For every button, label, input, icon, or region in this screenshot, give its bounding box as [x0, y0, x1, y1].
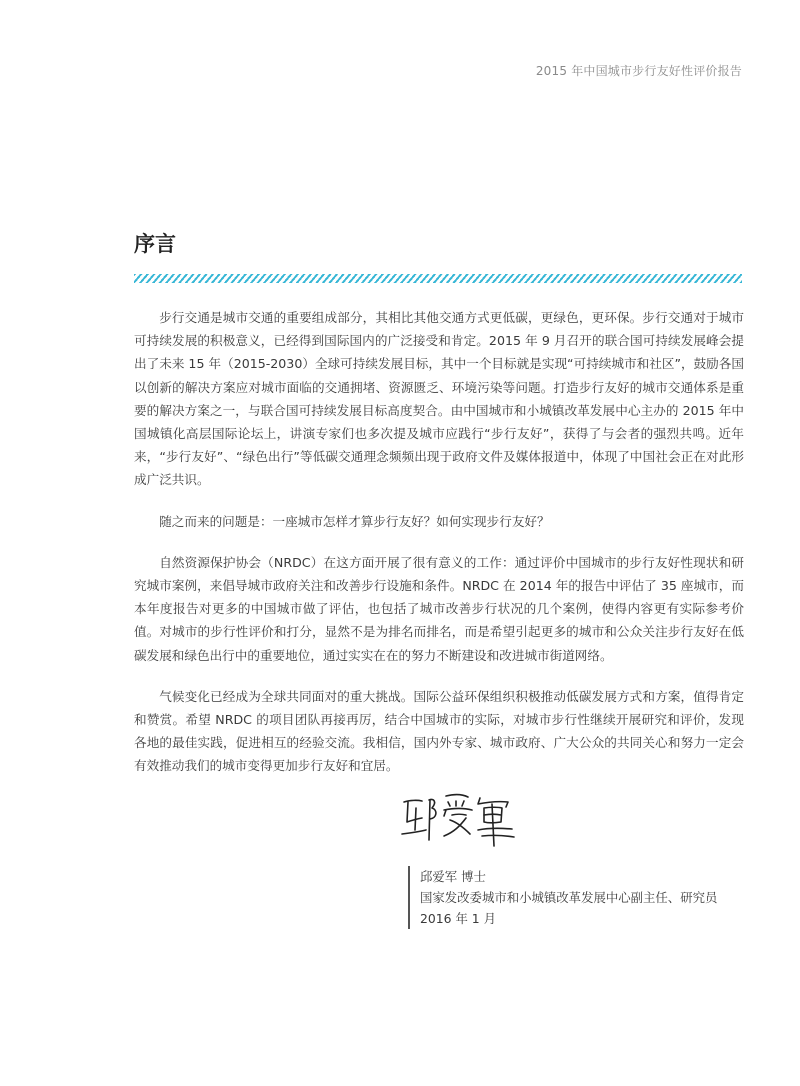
hatched-divider — [134, 274, 742, 283]
author-name: 邱爱军 博士 — [420, 869, 486, 884]
paragraph-4: 气候变化已经成为全球共同面对的重大挑战。国际公益环保组织积极推动低碳发展方式和方案，值得肯定和赞赏。希望 NRDC 的项目团队再接再厉，结合中国城市的实际，对城市步行性继续开展研究和评价，发现各地的最佳实践，促进相互的经验交流。我相信，国内外专家、城市政府、广大公众的共同关心和努力一定会有效推动我们的城市变得更加步行友好和宜居。 — [134, 688, 744, 774]
paragraph-2: 随之而来的问题是：一座城市怎样才算步行友好？如何实现步行友好？ — [159, 513, 550, 529]
running-header: 2015 年中国城市步行友好性评价报告 — [535, 64, 742, 78]
page-title: 序言 — [134, 232, 176, 256]
paragraph-1: 步行交通是城市交通的重要组成部分，其相比其他交通方式更低碳，更绿色，更环保。步行交通对于城市可持续发展的积极意义，已经得到国际国内的广泛接受和肯定。2015 年 9 月召开的联合国可持续发展峰会提出了未来 15 年（2015-2030）全球可持续发展目标，其中一个目标就是实现“可持续城市和社区”，鼓励各国以创新的解决方案应对城市面临的交通拥堵、资源匮乏、环境污染等问题。打造步行友好的城市交通体系是重要的解决方案之一，与联合国可持续发展目标高度契合。由中国城市和小城镇改革发展中心主办的 2015 年中国城镇化高层国际论坛上，讲演专家们也多次提及城市应践行“步行友好”，获得了与会者的强烈共鸣。近年来，“步行友好”、“绿色出行”等低碳交通理念频频出现于政府文件及媒体报道中，体现了中国社会正在对此形成广泛共识。 — [134, 310, 744, 488]
author-date: 2016 年 1 月 — [420, 911, 497, 926]
paragraph-3: 自然资源保护协会（NRDC）在这方面开展了很有意义的工作：通过评价中国城市的步行友好性现状和研究城市案例，来倡导城市政府关注和改善步行设施和条件。NRDC 在 2014 年的报告中评估了 35 座城市，而本年度报告对更多的中国城市做了评估，也包括了城市改善步行状况的几个案例，使得内容更有实际参考价值。对城市的步行性评价和打分，显然不是为排名而排名，而是希望引起更多的城市和公众关注步行友好在低碳发展和绿色出行中的重要地位，通过实实在在的努力不断建设和改进城市街道网络。 — [134, 554, 744, 663]
author-info — [408, 866, 717, 929]
signature-drawing — [396, 788, 526, 848]
foreword-body — [134, 306, 744, 796]
handwritten-signature — [396, 788, 526, 848]
author-position: 国家发改委城市和小城镇改革发展中心副主任、研究员 — [420, 890, 718, 905]
